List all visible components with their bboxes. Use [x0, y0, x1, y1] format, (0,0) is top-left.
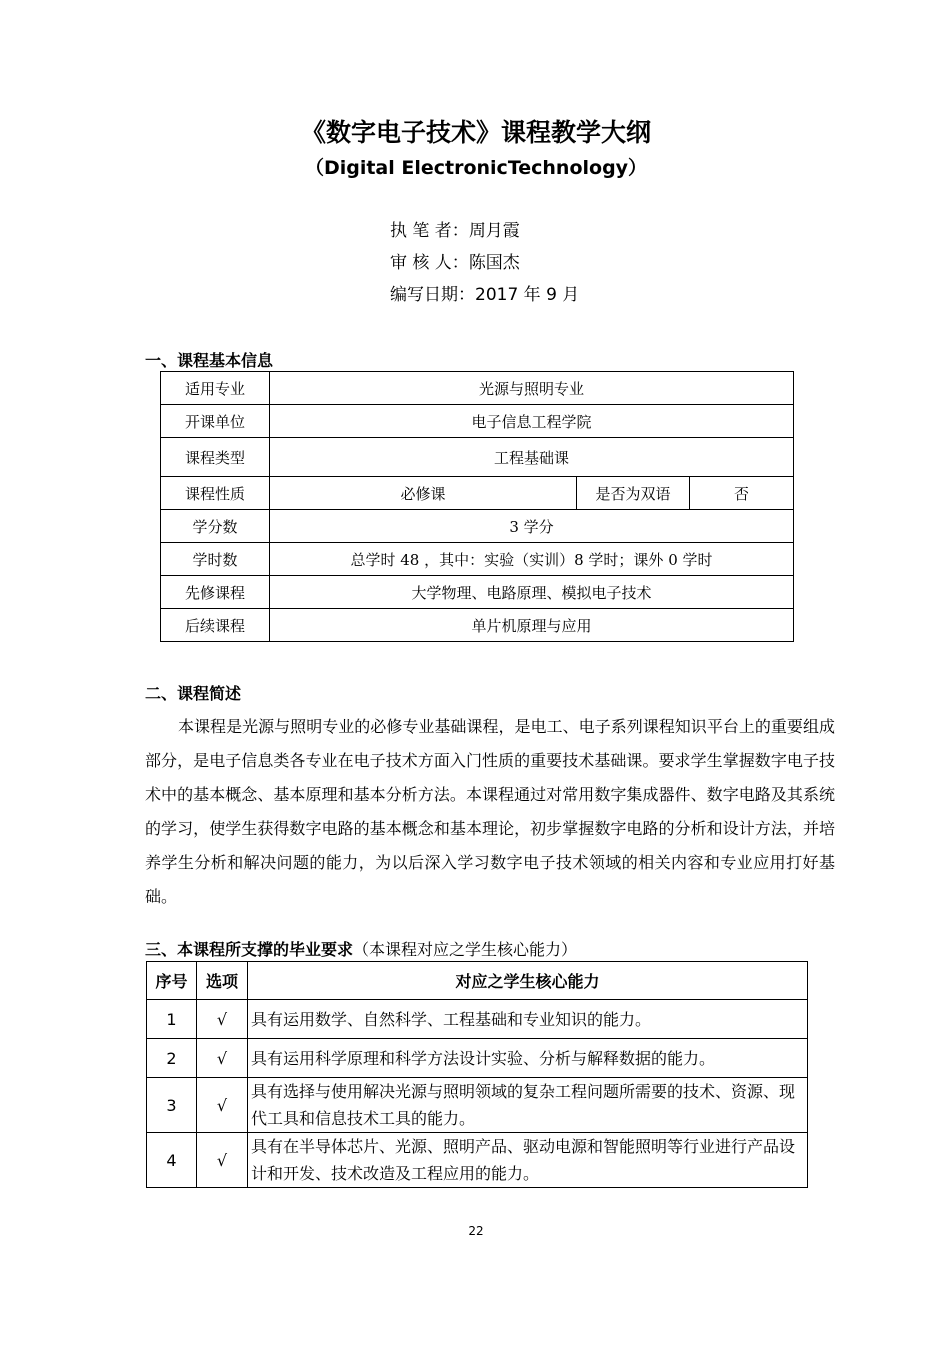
table-row	[161, 510, 794, 543]
section3-heading-text: 三、本课程所支撑的毕业要求	[145, 940, 354, 959]
page-number: 22	[468, 1224, 484, 1238]
table-row	[147, 1039, 808, 1078]
section1-heading: 一、课程基本信息	[145, 351, 274, 370]
followup-label: 后续课程	[161, 609, 270, 642]
summary-paragraph: 本课程是光源与照明专业的必修专业基础课程，是电工、电子系列课程知识平台上的重要组成部分，是电子信息类各专业在电子技术方面入门性质的重要技术基础课。要求学生掌握数字电子技术中的基本概念、基本原理和基本分析方法。本课程通过对常用数字集成器件、数字电路及其系统的学习，使学生获得数字电路的基本概念和基本理论，初步掌握数字电路的分析和设计方法，并培养学生分析和解决问题的能力，为以后深入学习数字电子技术领域的相关内容和专业应用打好基础。	[145, 717, 835, 906]
hours-value: 总学时 48 ，其中：实验（实训）8 学时；课外 0 学时	[270, 543, 794, 576]
row-option-check: √	[197, 1000, 248, 1039]
prereq-value: 大学物理、电路原理、模拟电子技术	[270, 576, 794, 609]
author-line	[390, 220, 520, 242]
document-subtitle: （Digital ElectronicTechnology）	[304, 157, 648, 179]
header-no: 序号	[147, 962, 197, 1000]
unit-value: 电子信息工程学院	[270, 405, 794, 438]
nature-label: 课程性质	[161, 477, 270, 510]
major-value: 光源与照明专业	[270, 372, 794, 405]
author-name: 周月霞	[468, 221, 520, 241]
section2-heading: 二、课程简述	[145, 684, 242, 703]
type-label: 课程类型	[161, 438, 270, 477]
row-option-check: √	[197, 1078, 248, 1133]
row-ability: 具有运用科学原理和科学方法设计实验、分析与解释数据的能力。	[248, 1039, 808, 1078]
section3-heading-note: （本课程对应之学生核心能力）	[353, 940, 578, 959]
table-row	[161, 576, 794, 609]
table-row	[161, 543, 794, 576]
row-ability: 具有运用数学、自然科学、工程基础和专业知识的能力。	[248, 1000, 808, 1039]
course-summary	[145, 710, 835, 914]
date-value: 2017 年 9 月	[475, 285, 580, 305]
header-ability: 对应之学生核心能力	[248, 962, 808, 1000]
followup-value: 单片机原理与应用	[270, 609, 794, 642]
course-info-table	[160, 371, 794, 642]
table-header-row	[147, 962, 808, 1000]
row-no: 3	[147, 1078, 197, 1133]
row-ability: 具有选择与使用解决光源与照明领域的复杂工程问题所需要的技术、资源、现代工具和信息技术工具的能力。	[248, 1078, 808, 1133]
hours-label: 学时数	[161, 543, 270, 576]
bilingual-value: 否	[690, 477, 794, 510]
unit-label: 开课单位	[161, 405, 270, 438]
reviewer-name: 陈国杰	[468, 253, 520, 273]
prereq-label: 先修课程	[161, 576, 270, 609]
credits-value: 3 学分	[270, 510, 794, 543]
table-row	[161, 372, 794, 405]
row-ability: 具有在半导体芯片、光源、照明产品、驱动电源和智能照明等行业进行产品设计和开发、技术改造及工程应用的能力。	[248, 1133, 808, 1188]
date-line	[390, 284, 579, 306]
document-title: 《数字电子技术》课程教学大纲	[300, 118, 651, 147]
reviewer-line	[390, 252, 520, 274]
reviewer-label: 审 核 人：	[390, 253, 469, 273]
credits-label: 学分数	[161, 510, 270, 543]
bilingual-label: 是否为双语	[577, 477, 690, 510]
type-value: 工程基础课	[270, 438, 794, 477]
row-no: 2	[147, 1039, 197, 1078]
table-row	[161, 438, 794, 477]
major-label: 适用专业	[161, 372, 270, 405]
author-label: 执 笔 者：	[390, 221, 469, 241]
table-row	[147, 1078, 808, 1133]
table-row	[147, 1133, 808, 1188]
header-option: 选项	[197, 962, 248, 1000]
table-row	[161, 405, 794, 438]
section3-heading	[145, 937, 577, 960]
table-row	[161, 477, 794, 510]
row-no: 1	[147, 1000, 197, 1039]
nature-value: 必修课	[270, 477, 577, 510]
table-row	[161, 609, 794, 642]
row-no: 4	[147, 1133, 197, 1188]
row-option-check: √	[197, 1039, 248, 1078]
table-row	[147, 1000, 808, 1039]
row-option-check: √	[197, 1133, 248, 1188]
date-label: 编写日期：	[390, 285, 475, 305]
graduation-requirements-table	[146, 961, 808, 1188]
